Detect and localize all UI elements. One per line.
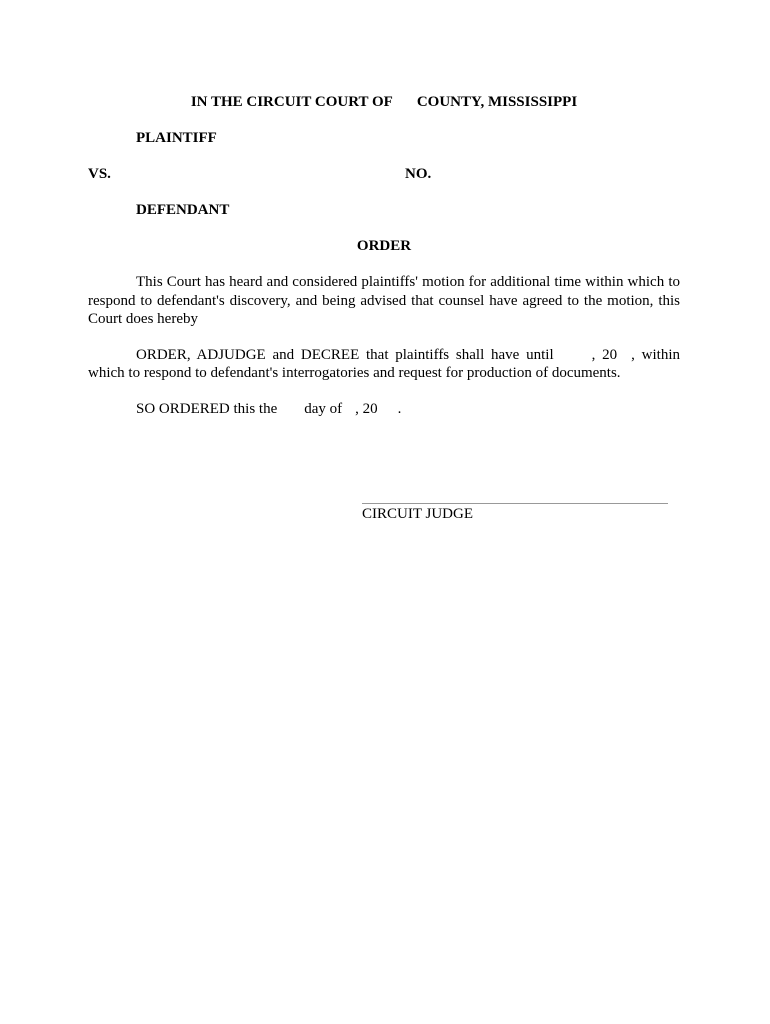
deadline-year-blank-field — [617, 358, 631, 359]
order-paragraph-3 — [88, 400, 680, 419]
paragraph3-text-4: . — [397, 400, 402, 417]
court-header-text-2: COUNTY, MISSISSIPPI — [416, 94, 578, 110]
order-title: ORDER — [356, 238, 412, 254]
ordered-month-blank-field — [342, 412, 355, 413]
order-paragraph-1: This Court has heard and considered plaintiffs' motion for additional time within which to respond to defendant's discovery, and being advised that counsel have agreed to the motion, this Court does hereby — [88, 274, 680, 327]
court-header-text-1: IN THE CIRCUIT COURT OF — [190, 94, 393, 110]
plaintiff-label: PLAINTIFF — [136, 130, 217, 146]
case-number-label: NO. — [405, 166, 432, 182]
paragraph2-text-2: , 20 — [591, 346, 618, 363]
paragraph2-text-1: ORDER, ADJUDGE and DECREE that plaintiffs shall have until — [136, 346, 554, 363]
paragraph3-text-2: day of — [304, 400, 343, 417]
paragraph3-text-1: SO ORDERED this the — [136, 400, 278, 417]
vs-label: VS. — [88, 166, 111, 182]
vs-row — [88, 165, 680, 184]
paragraph2-text-3: , within which to respond to defendant's interrogatories and request for production of documents. — [88, 346, 681, 381]
circuit-judge-label: CIRCUIT JUDGE — [362, 506, 473, 522]
court-header — [88, 93, 680, 112]
paragraph3-text-3: , 20 — [355, 400, 378, 417]
defendant-label: DEFENDANT — [136, 202, 230, 218]
signature-block — [362, 503, 668, 524]
county-blank-field — [393, 105, 417, 106]
deadline-date-blank-field — [554, 358, 592, 359]
ordered-day-blank-field — [277, 412, 304, 413]
ordered-year-blank-field — [378, 412, 398, 413]
order-paragraph-2 — [88, 346, 680, 383]
